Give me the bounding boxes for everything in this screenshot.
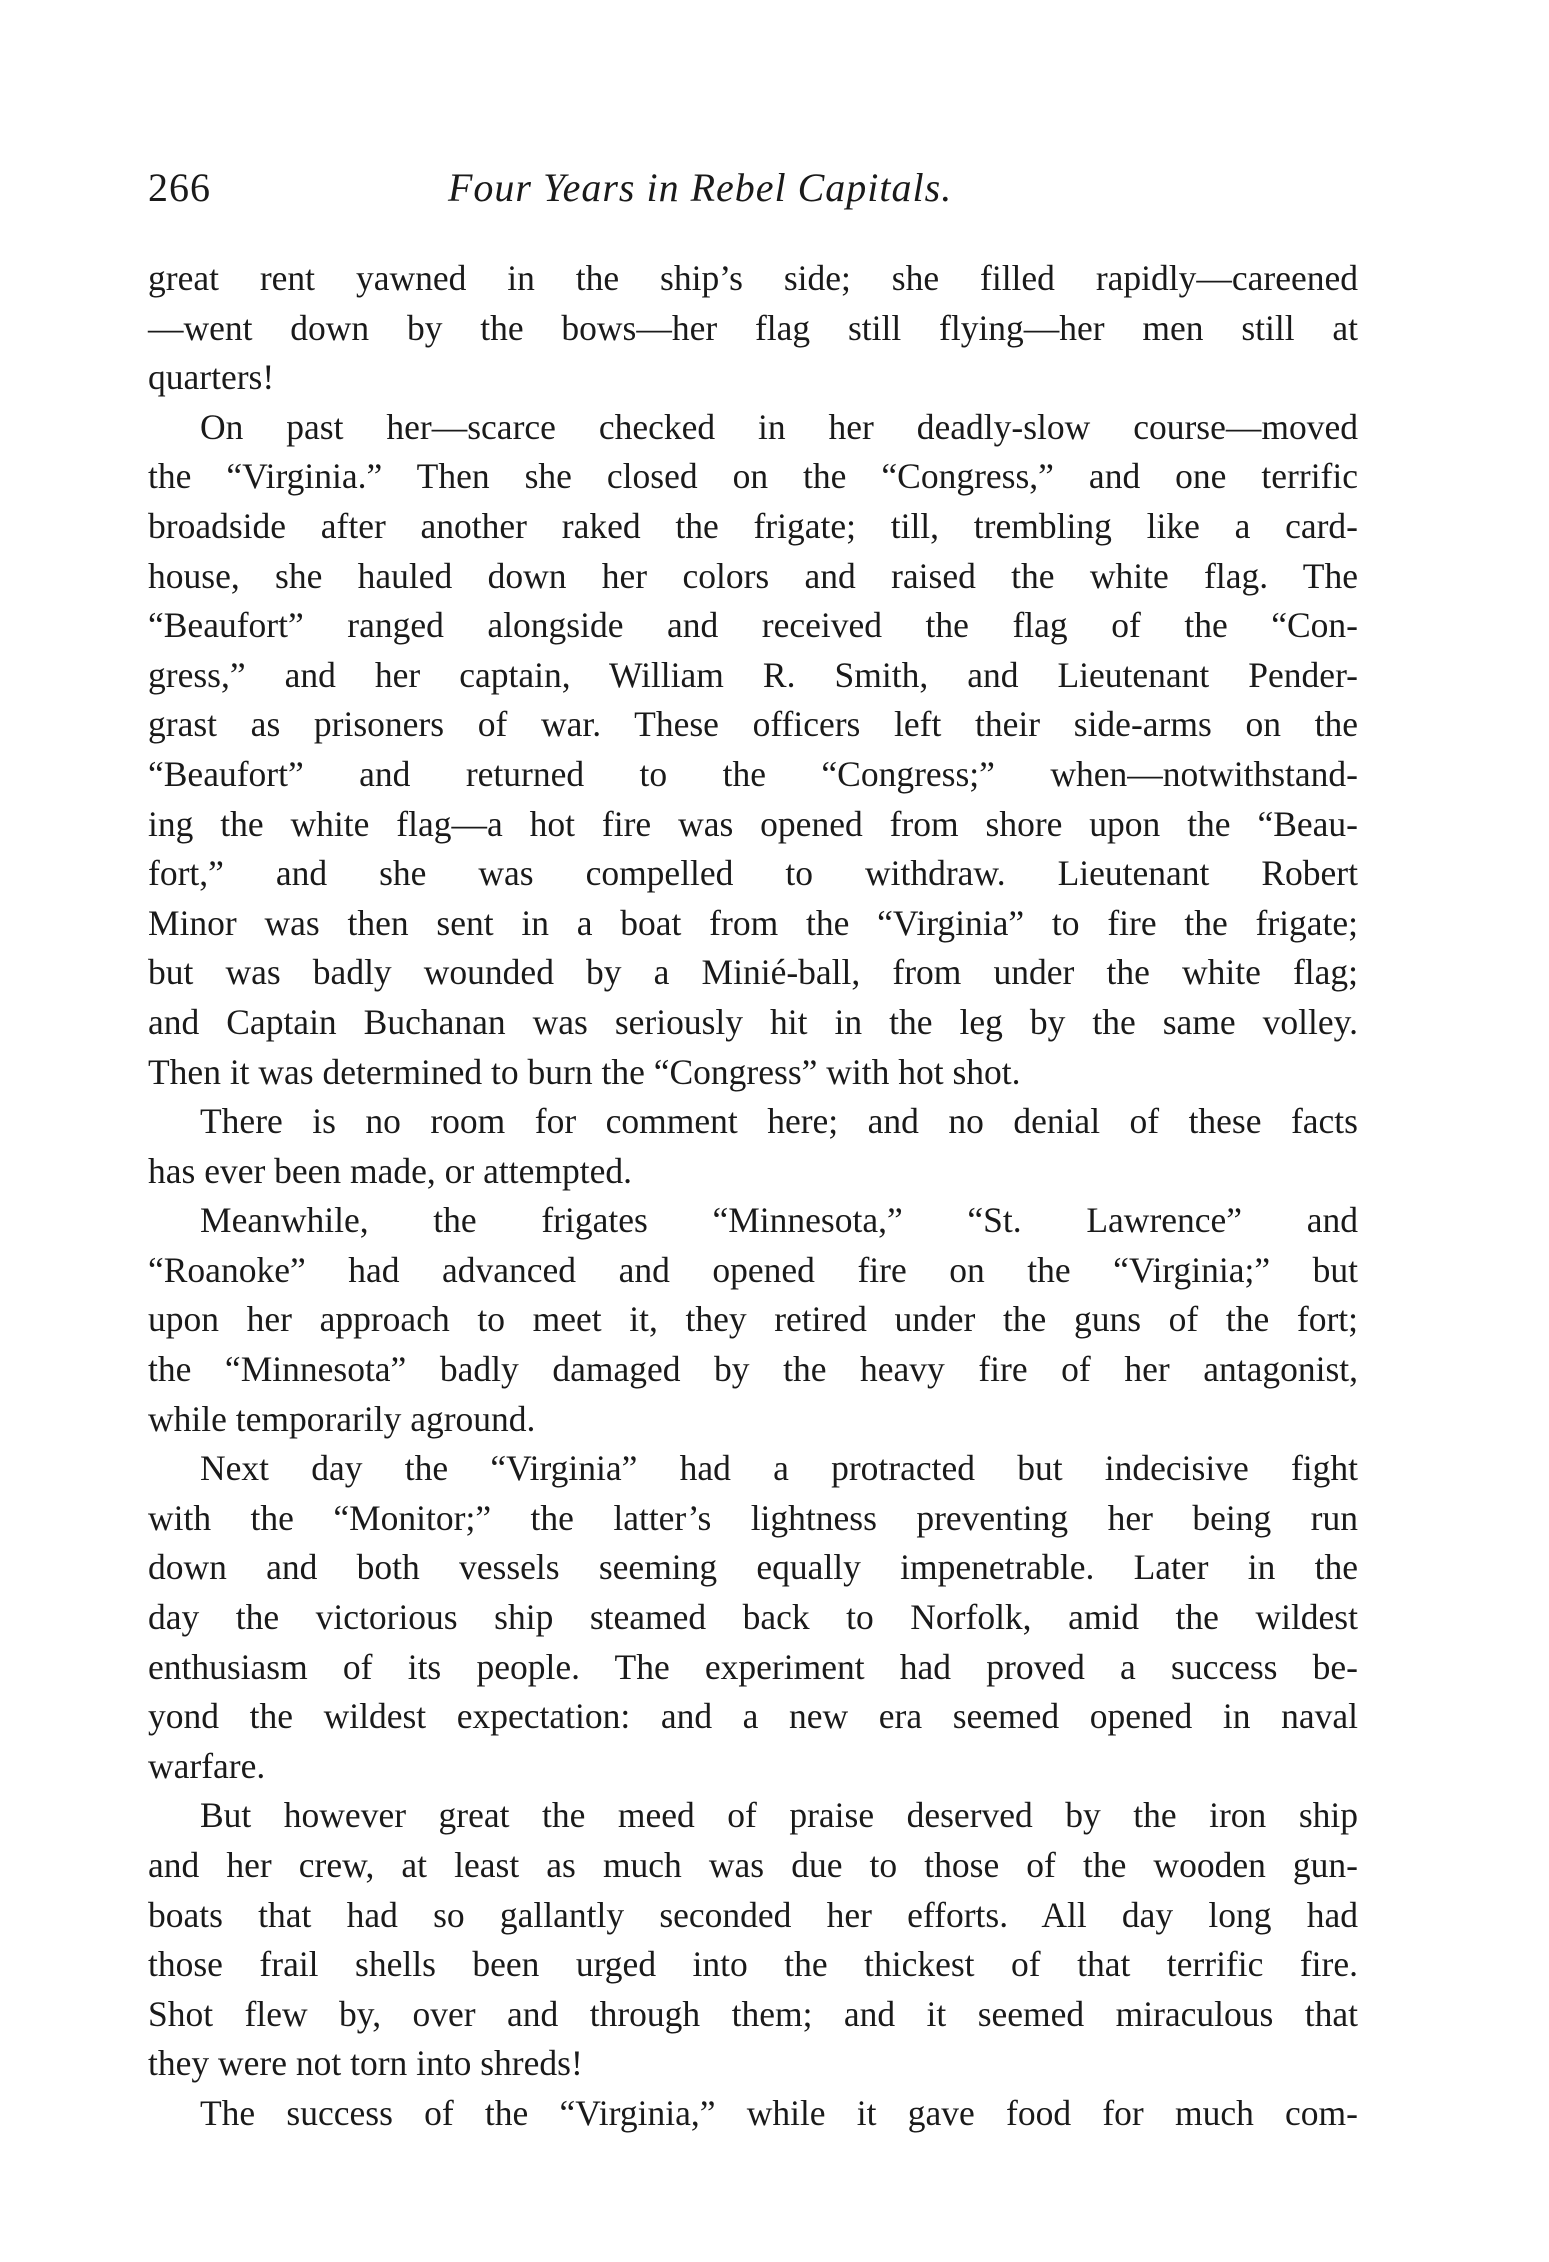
text-line: fort,” and she was compelled to withdraw. Lieutenant Robert xyxy=(148,853,1358,894)
text-line: those frail shells been urged into the thickest of that terrific fire. xyxy=(148,1944,1358,1985)
text-line: while temporarily aground. xyxy=(148,1398,536,1439)
text-line: but was badly wounded by a Minié-ball, from under the white flag; xyxy=(148,952,1358,993)
text-line: with the “Monitor;” the latter’s lightness preventing her being run xyxy=(148,1497,1358,1538)
text-line: house, she hauled down her colors and raised the white flag. The xyxy=(148,555,1358,596)
text-line: down and both vessels seeming equally impenetrable. Later in the xyxy=(148,1547,1358,1588)
text-line: “Beaufort” and returned to the “Congress;” when—notwithstand- xyxy=(148,753,1358,794)
text-line: day the victorious ship steamed back to Norfolk, amid the wildest xyxy=(148,1597,1358,1638)
text-line: ing the white flag—a hot fire was opened from shore upon the “Beau- xyxy=(148,803,1358,844)
text-line: broadside after another raked the frigate; till, trembling like a card- xyxy=(148,505,1358,546)
text-line: they were not torn into shreds! xyxy=(148,2043,583,2084)
text-line: Next day the “Virginia” had a protracted but indecisive fight xyxy=(200,1448,1358,1489)
text-line: and Captain Buchanan was seriously hit in the leg by the same volley. xyxy=(148,1001,1358,1042)
text-line: quarters! xyxy=(148,357,275,398)
running-title: Four Years in Rebel Capitals. xyxy=(448,165,953,210)
text-line: enthusiasm of its people. The experiment had proved a success be- xyxy=(148,1646,1358,1687)
text-line: —went down by the bows—her flag still flying—her men still at xyxy=(148,307,1358,348)
text-line: “Beaufort” ranged alongside and received the flag of the “Con- xyxy=(148,605,1358,646)
text-line: upon her approach to meet it, they retired under the guns of the fort; xyxy=(148,1299,1358,1340)
text-line: great rent yawned in the ship’s side; she filled rapidly—careened xyxy=(148,258,1358,298)
text-line: Then it was determined to burn the “Congress” with hot shot. xyxy=(148,1051,1021,1092)
text-line: Minor was then sent in a boat from the “Virginia” to fire the frigate; xyxy=(148,902,1358,943)
text-line: has ever been made, or attempted. xyxy=(148,1150,632,1191)
text-line: The success of the “Virginia,” while it gave food for much com- xyxy=(200,2092,1358,2133)
text-line: grast as prisoners of war. These officers left their side-arms on the xyxy=(148,704,1358,745)
page-number: 266 xyxy=(148,165,211,210)
text-line: Shot flew by, over and through them; and it seemed miraculous that xyxy=(148,1993,1358,2034)
text-line: There is no room for comment here; and no denial of these facts xyxy=(200,1101,1358,1142)
text-line: “Roanoke” had advanced and opened fire on the “Virginia;” but xyxy=(148,1249,1358,1290)
text-line: Meanwhile, the frigates “Minnesota,” “St. Lawrence” and xyxy=(200,1200,1358,1241)
text-line: But however great the meed of praise deserved by the iron ship xyxy=(200,1795,1358,1836)
text-line: gress,” and her captain, William R. Smith, and Lieutenant Pender- xyxy=(148,654,1358,695)
text-line: and her crew, at least as much was due to those of the wooden gun- xyxy=(148,1845,1358,1885)
text-line: On past her—scarce checked in her deadly-slow course—moved xyxy=(200,406,1358,447)
text-line: the “Virginia.” Then she closed on the “Congress,” and one terrific xyxy=(148,456,1358,497)
body-text xyxy=(148,254,1358,2139)
text-line: yond the wildest expectation: and a new era seemed opened in naval xyxy=(148,1696,1358,1737)
text-line: boats that had so gallantly seconded her efforts. All day long had xyxy=(148,1894,1358,1935)
text-line: warfare. xyxy=(148,1745,266,1786)
running-head xyxy=(148,160,1358,216)
text-line: the “Minnesota” badly damaged by the heavy fire of her antagonist, xyxy=(148,1349,1358,1390)
